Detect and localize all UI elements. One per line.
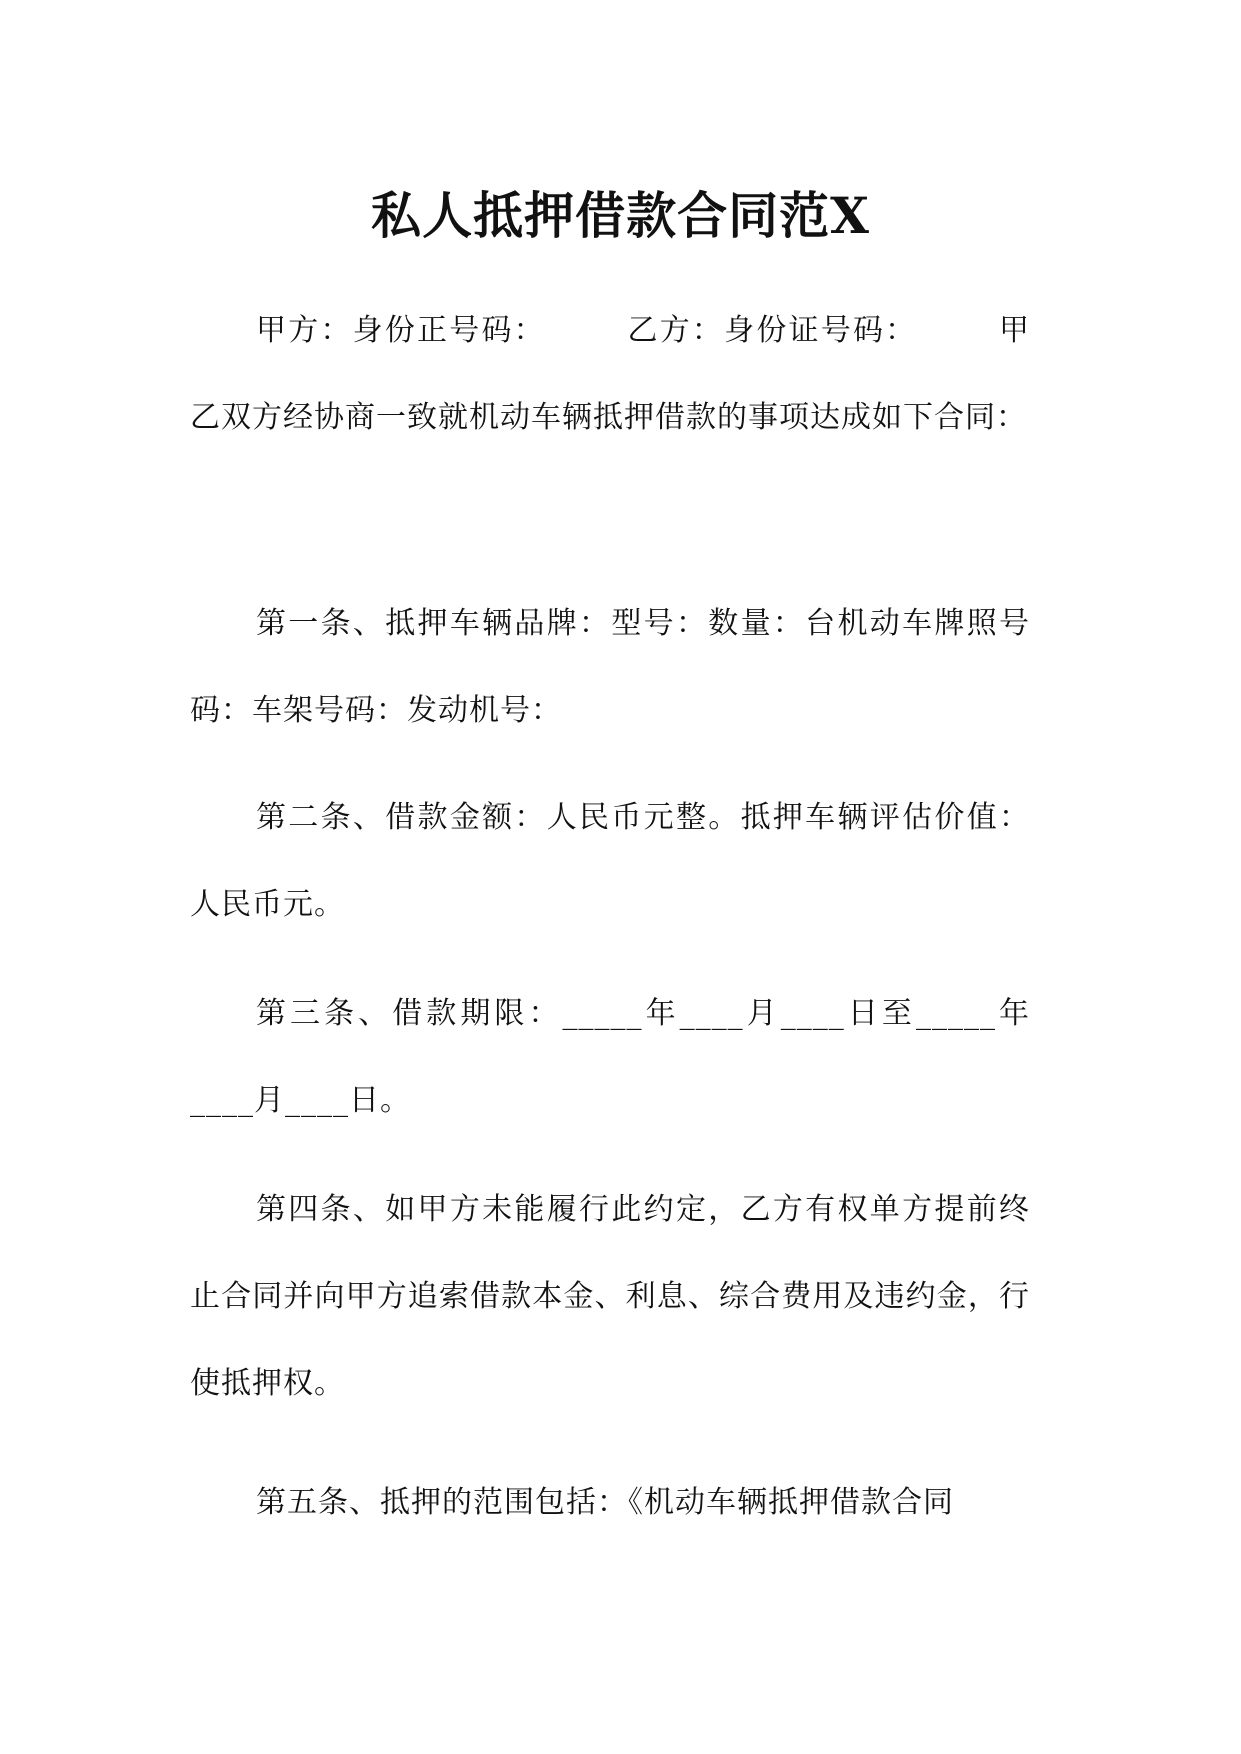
paragraph-article-4: 第四条、如甲方未能履行此约定，乙方有权单方提前终止合同并向甲方追索借款本金、利息、综合费用及违约金，行使抵押权。 (190, 1192, 1030, 1401)
paragraph-parties: 甲方：身份正号码： 乙方：身份证号码： 甲乙双方经协商一致就机动车辆抵押借款的事项达成如下合同： (190, 313, 1030, 435)
paragraph-article-1: 第一条、抵押车辆品牌：型号：数量：台机动车牌照号码：车架号码：发动机号： (190, 606, 1030, 728)
document-title: 私人抵押借款合同范X (371, 185, 870, 245)
paragraph-article-2: 第二条、借款金额：人民币元整。抵押车辆评估价值：人民币元。 (190, 800, 1030, 922)
paragraph-article-5: 第五条、抵押的范围包括：《机动车辆抵押借款合同 (256, 1485, 954, 1520)
paragraph-article-3: 第三条、借款期限：_____年____月____日至_____年____月____日。 (190, 996, 1030, 1118)
